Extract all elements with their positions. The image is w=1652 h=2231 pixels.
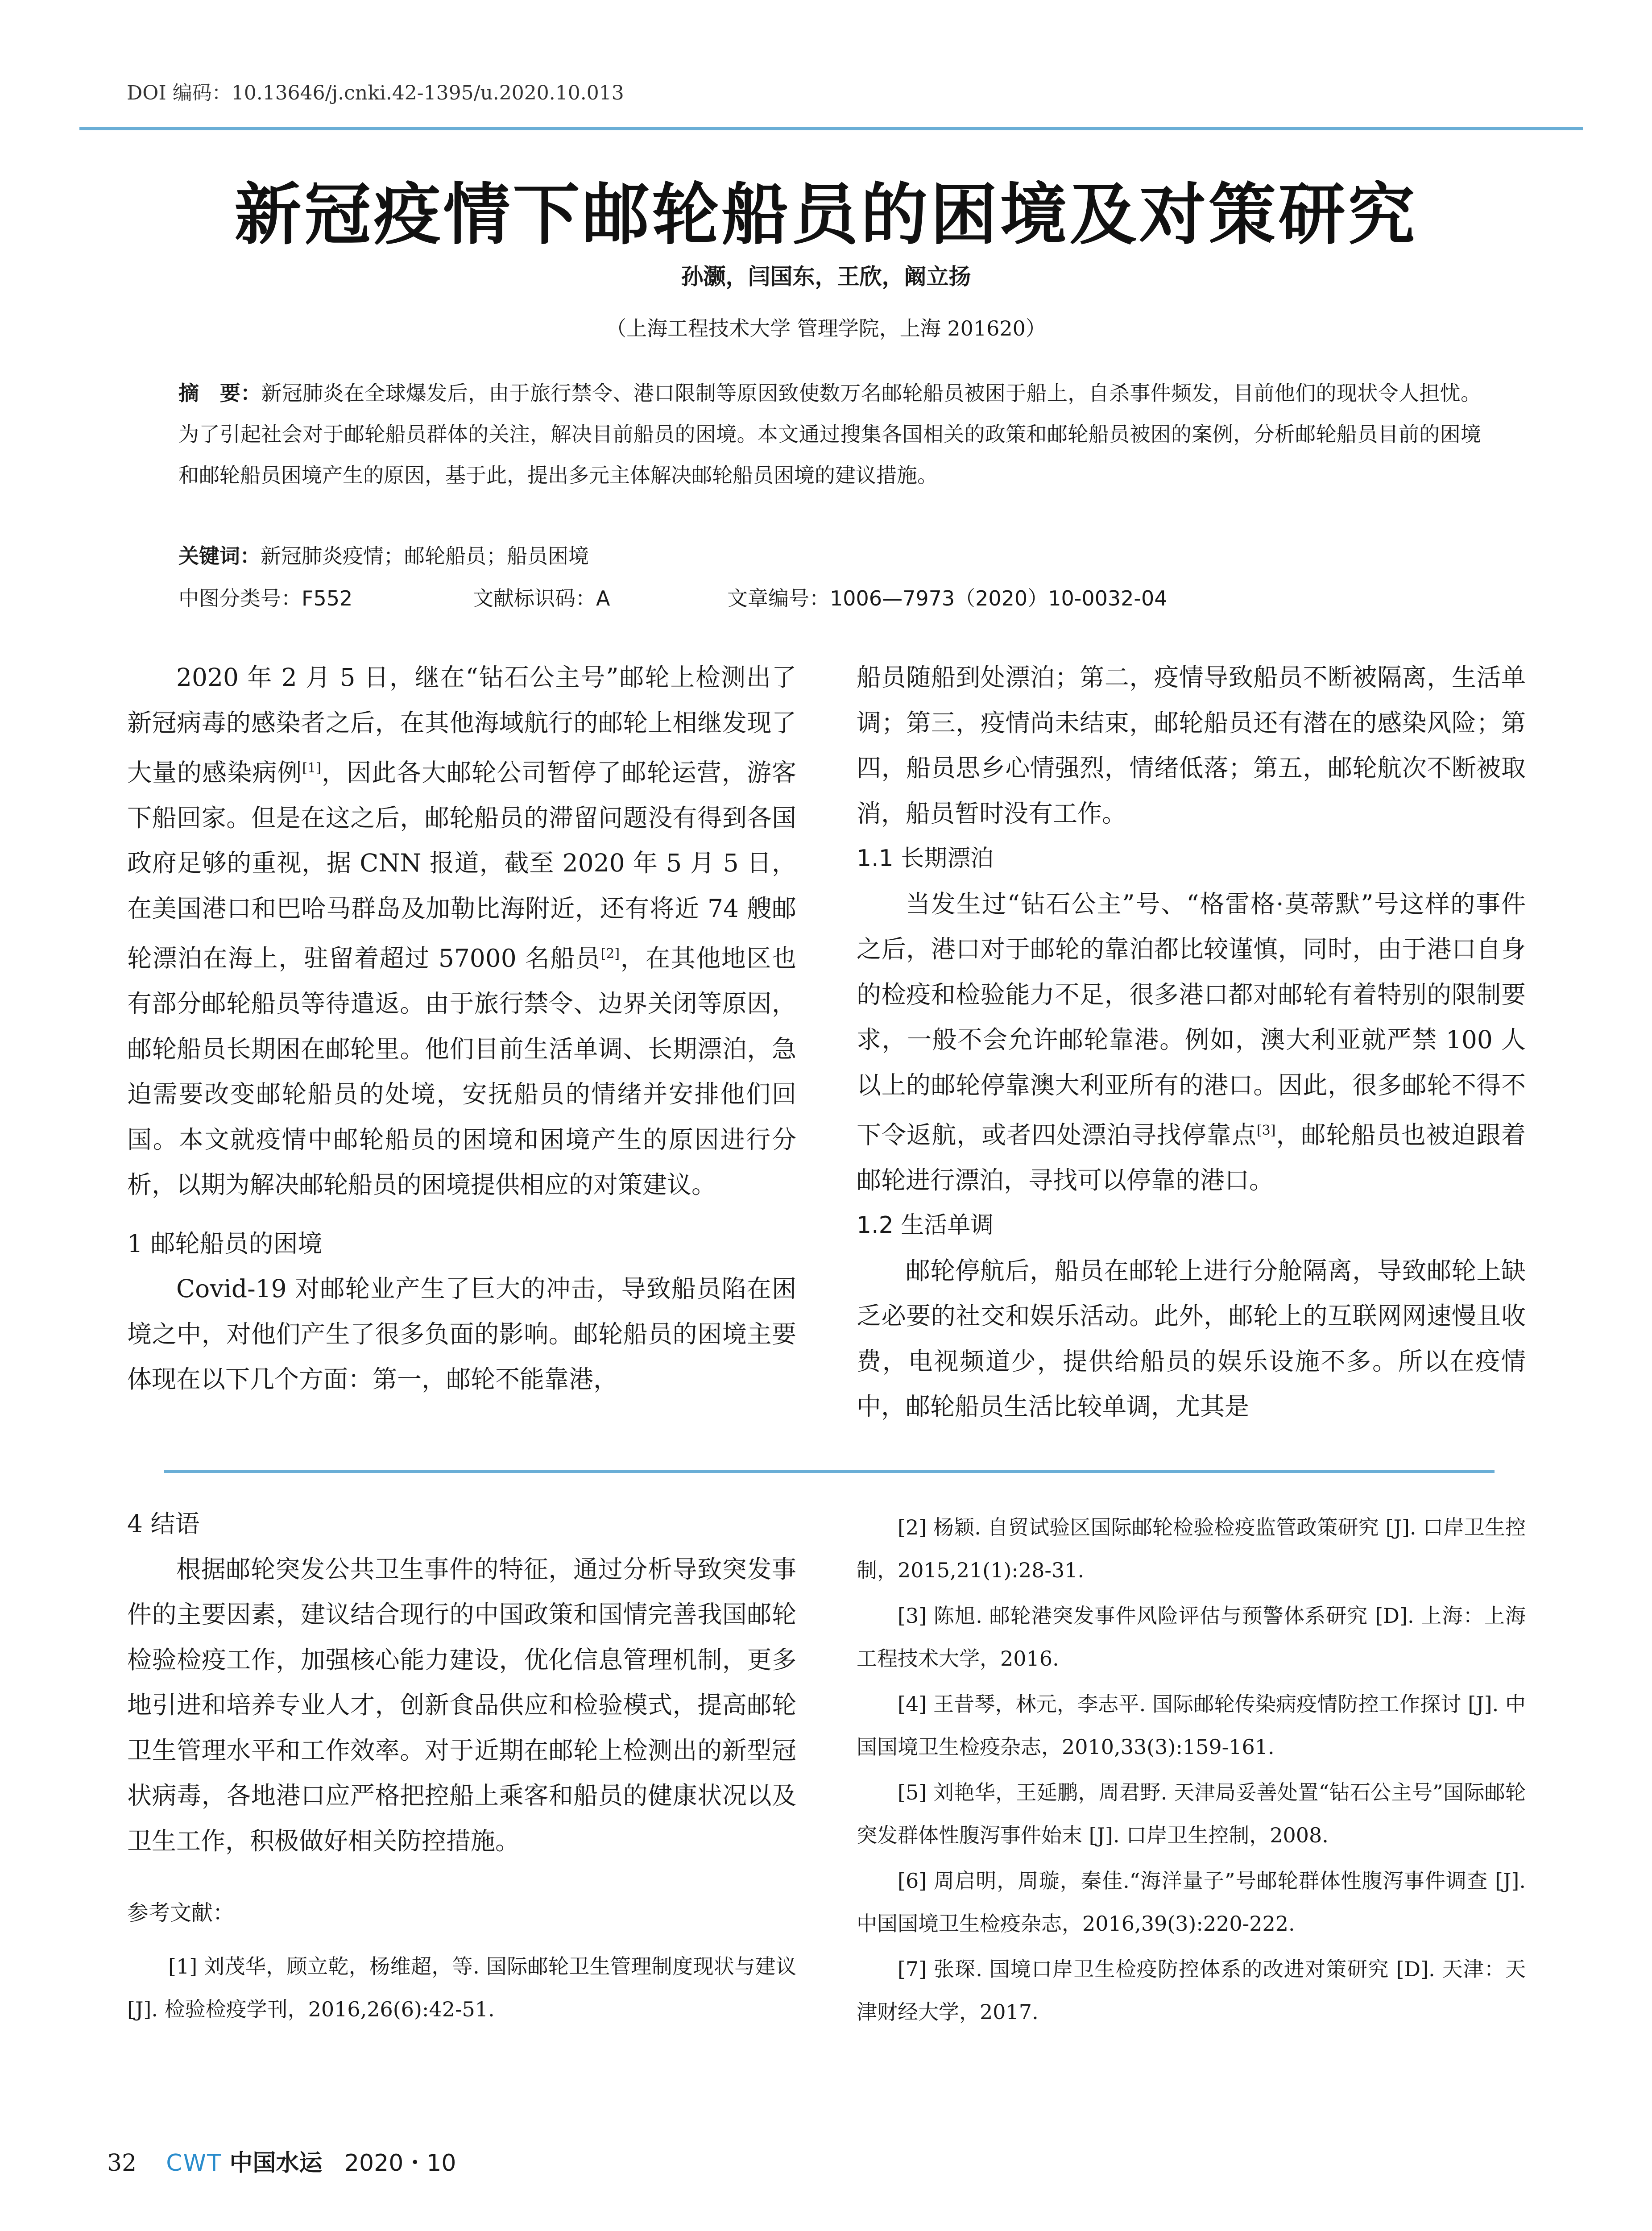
abstract-text: 新冠肺炎在全球爆发后，由于旅行禁令、港口限制等原因致使数万名邮轮船员被困于船上，自杀事件频发，目前他们的现状令人担忧。为了引起社会对于邮轮船员群体的关注，解决目前船员的困境。本文通过搜集各国相关的政策和邮轮船员被困的案例，分析邮轮船员目前的困境和邮轮船员困境产生的原因，基于此，提出多元主体解决邮轮船员困境的建议措施。	[178, 381, 1482, 487]
body-column-right	[857, 655, 1526, 1430]
reference-item: [1] 刘茂华，顾立乾，杨维超，等. 国际邮轮卫生管理制度现状与建议 [J]. 检验检疫学刊，2016,26(6):42-51.	[127, 1954, 796, 2021]
intro-text-c: ，在其他地区也有部分邮轮船员等待遣返。由于旅行禁令、边界关闭等原因，邮轮船员长期困在邮轮里。他们目前生活单调、长期漂泊，急迫需要改变邮轮船员的处境，安抚船员的情绪并安排他们回国。本文就疫情中邮轮船员的困境和困境产生的原因进行分析，以期为解决邮轮船员的困境提供相应的对策建议。	[127, 944, 796, 1199]
paragraph-section-1: Covid-19 对邮轮业产生了巨大的冲击，导致船员陷在困境之中，对他们产生了很多负面的影响。邮轮船员的困境主要体现在以下几个方面：第一，邮轮不能靠港，	[127, 1274, 796, 1394]
reference-item: [6] 周启明，周璇，秦佳.“海洋量子”号邮轮群体性腹泻事件调查 [J]. 中国国境卫生检疫杂志，2016,39(3):220-222.	[857, 1869, 1526, 1936]
authors: 孙灏，闫国东，王欣，阚立扬	[681, 264, 971, 290]
section-1-2-heading: 1.2 生活单调	[857, 1212, 994, 1239]
section-1-1-text-b: ，邮轮船员也被迫跟着邮轮进行漂泊，寻找可以停靠的港口。	[857, 1120, 1526, 1194]
keywords-label: 关键词：	[178, 544, 261, 568]
reference-item: [7] 张琛. 国境口岸卫生检疫防控体系的改进对策研究 [D]. 天津：天津财经大学，2017.	[857, 1957, 1526, 2024]
middle-rule	[164, 1470, 1495, 1473]
paragraph-intro	[127, 655, 796, 1208]
issue-number: 2020・10	[344, 2150, 456, 2177]
keywords	[178, 540, 589, 569]
magazine-name: 中国水运	[229, 2149, 323, 2177]
document-code: 文献标识码：A	[473, 586, 610, 610]
references-heading: 参考文献：	[127, 1900, 235, 1925]
paragraph-conclusion: 根据邮轮突发公共卫生事件的特征，通过分析导致突发事件的主要因素，建议结合现行的中国政策和国情完善我国邮轮检验检疫工作，加强核心能力建设，优化信息管理机制，更多地引进和培养专业人才，创新食品供应和检验模式，提高邮轮卫生管理水平和工作效率。对于近期在邮轮上检测出的新型冠状病毒，各地港口应严格把控船上乘客和船员的健康状况以及卫生工作，积极做好相关防控措施。	[127, 1555, 796, 1855]
intro-text-a: 2020 年 2 月 5 日，继在“钻石公主号”邮轮上检测出了新冠病毒的感染者之后，在其他海域航行的邮轮上相继发现了大量的感染病例	[127, 663, 796, 787]
section-1-heading: 1 邮轮船员的困境	[127, 1229, 323, 1258]
paragraph-section-1-2: 邮轮停航后，船员在邮轮上进行分舱隔离，导致邮轮上缺乏必要的社交和娱乐活动。此外，邮轮上的互联网网速慢且收费，电视频道少，提供给船员的娱乐设施不多。所以在疫情中，邮轮船员生活比较单调，尤其是	[857, 1256, 1526, 1421]
brand-logo: CWT	[166, 2150, 222, 2177]
reference-item: [5] 刘艳华，王延鹏，周君野. 天津局妥善处置“钻石公主号”国际邮轮突发群体性腹泻事件始末 [J]. 口岸卫生控制，2008.	[857, 1780, 1526, 1847]
citation-3: [3]	[1256, 1123, 1276, 1138]
abstract	[178, 373, 1481, 496]
reference-item: [2] 杨颖. 自贸试验区国际邮轮检验检疫监管政策研究 [J]. 口岸卫生控制，2015,21(1):28-31.	[857, 1515, 1526, 1582]
reference-item: [3] 陈旭. 邮轮港突发事件风险评估与预警体系研究 [D]. 上海：上海工程技术大学，2016.	[857, 1604, 1526, 1671]
reference-item: [4] 王昔琴，林元，李志平. 国际邮轮传染病疫情防控工作探讨 [J]. 中国国境卫生检疫杂志，2010,33(3):159-161.	[857, 1692, 1526, 1759]
section-1-1-heading: 1.1 长期漂泊	[857, 845, 994, 872]
page-number: 32	[107, 2150, 137, 2177]
affiliation: （上海工程技术大学 管理学院，上海 201620）	[606, 316, 1046, 340]
intro-text-b: ，因此各大邮轮公司暂停了邮轮运营，游客下船回家。但是在这之后，邮轮船员的滞留问题没有得到各国政府足够的重视，据 CNN 报道，截至 2020 年 5 月 5 日，在美国港口和巴哈马群岛及加勒比海附近，还有将近 74 艘邮轮漂泊在海上，驻留着超过 57000 名船员	[127, 758, 796, 973]
citation-1: [1]	[302, 760, 321, 776]
abstract-label: 摘 要：	[178, 381, 261, 405]
page-footer	[107, 2144, 456, 2177]
clc-number: 中图分类号：F552	[178, 586, 353, 610]
keywords-text: 新冠肺炎疫情；邮轮船员；船员困境	[261, 544, 589, 568]
article-number: 文章编号：1006—7973（2020）10-0032-04	[727, 586, 1168, 610]
body-column-left	[127, 655, 796, 1402]
conclusion-column	[127, 1501, 796, 2031]
top-rule	[79, 127, 1583, 130]
page-title: 新冠疫情下邮轮船员的困境及对策研究	[234, 175, 1418, 254]
section-4-heading: 4 结语	[127, 1509, 200, 1538]
doi-line: DOI 编码：10.13646/j.cnki.42-1395/u.2020.10.013	[127, 82, 624, 104]
paragraph-section-1-cont: 船员随船到处漂泊；第二，疫情导致船员不断被隔离，生活单调；第三，疫情尚未结束，邮轮船员还有潜在的感染风险；第四，船员思乡心情强烈，情绪低落；第五，邮轮航次不断被取消，船员暂时没有工作。	[857, 663, 1526, 828]
references-column	[857, 1506, 1526, 2036]
paragraph-section-1-1	[857, 882, 1526, 1203]
section-1-1-text-a: 当发生过“钻石公主”号、“格雷格·莫蒂默”号这样的事件之后，港口对于邮轮的靠泊都比较谨慎，同时，由于港口自身的检疫和检验能力不足，很多港口都对邮轮有着特别的限制要求，一般不会允许邮轮靠港。例如，澳大利亚就严禁 100 人以上的邮轮停靠澳大利亚所有的港口。因此，很多邮轮不得不下令返航，或者四处漂泊寻找停靠点	[857, 889, 1526, 1149]
citation-2: [2]	[600, 946, 620, 962]
